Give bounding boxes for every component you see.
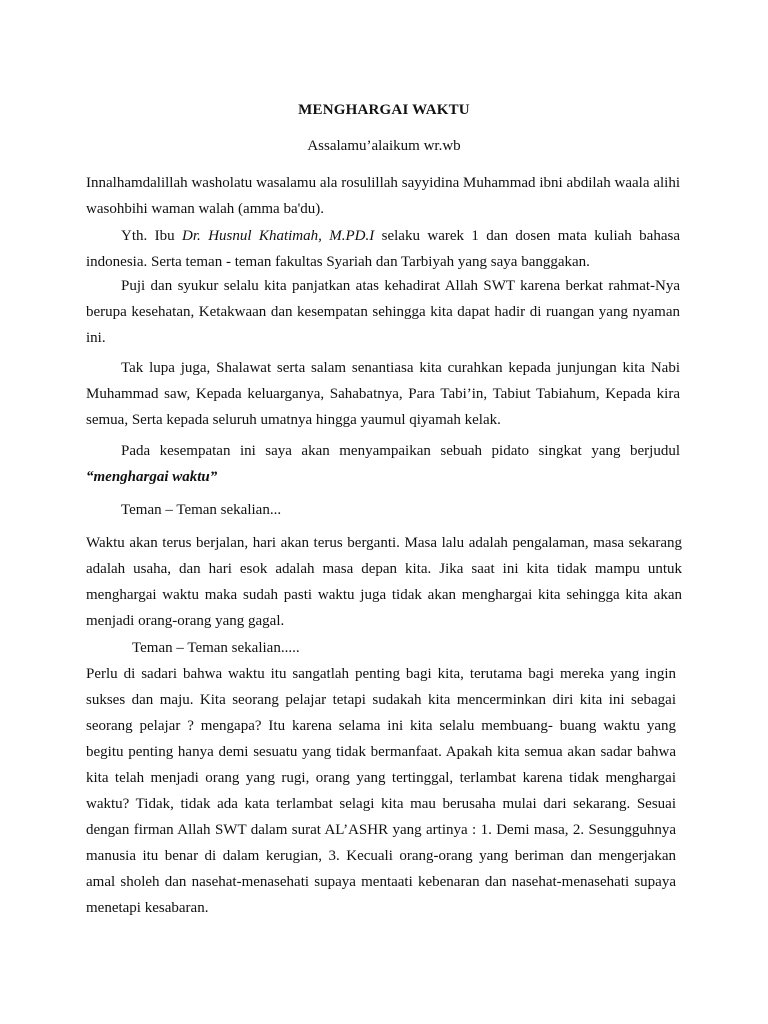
- topic-intro-text: Pada kesempatan ini saya akan menyampaikan sebuah pidato singkat yang berjudul: [121, 443, 680, 459]
- paragraph-gratitude: Puji dan syukur selalu kita panjatkan atas kehadirat Allah SWT karena berkat rahmat-Nya berupa kesehatan, Ketakwaan dan kesempatan sehingga kita dapat hadir di ruangan yang nyaman ini.: [86, 278, 680, 346]
- addressee-name: Dr. Husnul Khatimah, M.PD.I: [182, 228, 375, 244]
- paragraph-importance-of-time: Perlu di sadari bahwa waktu itu sangatlah penting bagi kita, terutama bagi mereka yang ingin sukses dan maju. Kita seorang pelajar tetapi sudakah kita mencerminkan diri kita ini sebagai seorang pelajar ? mengapa? Itu karena selama ini kita selalu membuang- buang waktu yang begitu penting hanya demi sesuatu yang tidak bermanfaat. Apakah kita semua akan sadar bahwa kita telah menjadi orang yang rugi, orang yang tertinggal, terlambat karena tidak menghargai waktu? Tidak, tidak ada kata terlambat selagi kita mau berusaha mulai dari sekarang. Sesuai dengan firman Allah SWT dalam surat AL’ASHR yang artinya : 1. Demi masa, 2. Sesungguhnya manusia itu benar di dalam kerugian, 3. Kecuali orang-orang yang beriman dan mengerjakan amal sholeh dan nasehat-menasehati supaya mentaati kebenaran dan nasehat-menasehati supaya menetapi kesabaran.: [86, 666, 676, 916]
- paragraph-topic-intro: [86, 438, 680, 490]
- speech-topic: “menghargai waktu”: [86, 469, 218, 485]
- paragraph-shalawat: Tak lupa juga, Shalawat serta salam senantiasa kita curahkan kepada junjungan kita Nabi Muhammad saw, Kepada keluarganya, Sahabatnya, Para Tabi’in, Tabiut Tabiahum, Kepada kira semua, Serta kepada seluruh umatnya hingga yaumul qiyamah kelak.: [86, 360, 680, 428]
- addressee-suffix: selaku warek 1 dan dosen mata kuliah bahasa indonesia. Serta teman - teman fakultas Syariah dan Tarbiyah yang saya banggakan.: [86, 228, 680, 270]
- paragraph-greeting-friends-2: Teman – Teman sekalian.....: [132, 640, 300, 656]
- document-title: MENGHARGAI WAKTU: [298, 102, 470, 118]
- paragraph-addressee: [86, 223, 680, 275]
- paragraph-greeting-friends-1: Teman – Teman sekalian...: [121, 502, 282, 518]
- paragraph-opening-prayer: Innalhamdalillah washolatu wasalamu ala rosulillah sayyidina Muhammad ibni abdilah waala alihi wasohbihi waman walah (amma ba'du).: [86, 175, 680, 217]
- opening-greeting: Assalamu’alaikum wr.wb: [307, 138, 461, 154]
- paragraph-time-keeps-going: Waktu akan terus berjalan, hari akan terus berganti. Masa lalu adalah pengalaman, masa sekarang adalah usaha, dan hari esok adalah masa depan kita. Jika saat ini kita tidak mampu untuk menghargai waktu maka sudah pasti waktu juga tidak akan menghargai kita sehingga kita akan menjadi orang-orang yang gagal.: [86, 535, 682, 629]
- addressee-prefix: Yth. Ibu: [121, 228, 183, 244]
